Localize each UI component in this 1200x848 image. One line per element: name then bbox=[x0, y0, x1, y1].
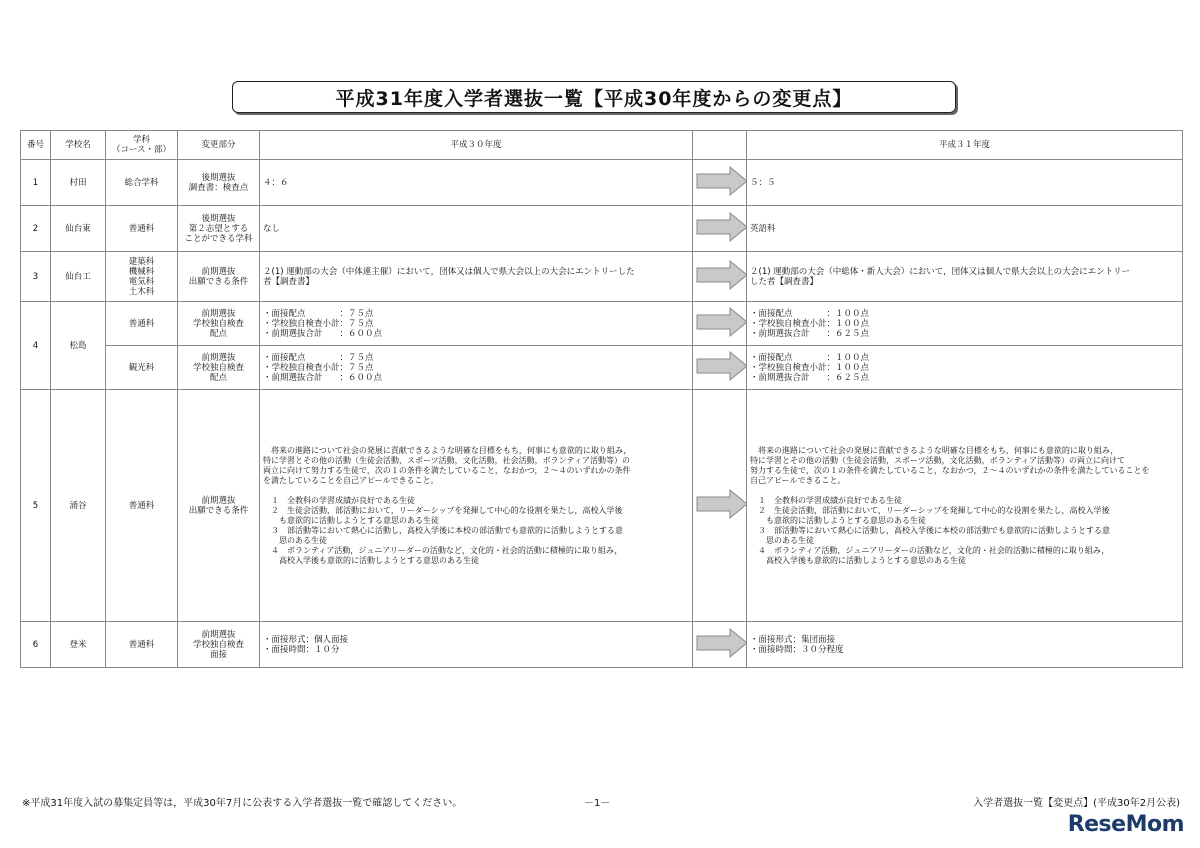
right-arrow-icon bbox=[696, 628, 747, 658]
row-after: ・面接配点 ：１００点 ・学校独自検査小計：１００点 ・前期選抜合計 ：６２５点 bbox=[747, 346, 1183, 390]
row-dept: 建築科 機械科 電気科 土木科 bbox=[106, 252, 178, 302]
row-before: 将来の進路について社会の発展に貢献できるような明確な目標をもち，何事にも意欲的に取り組み， 特に学習とその他の活動（生徒会活動，スポーツ活動，文化活動，社会活動，ボランティア活動等）の 両立に向けて努力する生徒で，次の１の条件を満たしていること，なおかつ，２～４のいずれかの条件 を満たしていることを自己アピールできること。 １ 全教科の学習成績が良好である生徒 ２ 生徒会活動，部活動において，リーダーシップを発揮して中心的な役割を果たし，高校入学後 も意欲的に活動しようとする意思のある生徒 ３ 部活動等において熱心に活動し，高校入学後に本校の部活動でも意欲的に活動しようとする意 思のある生徒 ４ ボランティア活動，ジュニアリーダーの活動など，文化的・社会的活動に積極的に取り組み， 高校入学後も意欲的に活動しようとする意思のある生徒 bbox=[260, 390, 693, 622]
table-row bbox=[21, 160, 1183, 206]
resemom-logo: ReseMom bbox=[1067, 812, 1184, 837]
row-school: 涌谷 bbox=[51, 390, 106, 622]
arrow-cell bbox=[693, 302, 747, 346]
table-row bbox=[21, 252, 1183, 302]
row-after: ・面接配点 ：１００点 ・学校独自検査小計：１００点 ・前期選抜合計 ：６２５点 bbox=[747, 302, 1183, 346]
row-school: 仙台工 bbox=[51, 252, 106, 302]
header-school: 学校名 bbox=[51, 131, 106, 160]
arrow-cell bbox=[693, 206, 747, 252]
header-before: 平成３０年度 bbox=[260, 131, 693, 160]
row-dept: 普通科 bbox=[106, 622, 178, 668]
arrow-cell bbox=[693, 252, 747, 302]
row-change: 前期選抜 学校独自検査 配点 bbox=[178, 302, 260, 346]
table-row bbox=[21, 346, 1183, 390]
row-no: 6 bbox=[21, 622, 51, 668]
table-row bbox=[21, 302, 1183, 346]
header-after: 平成３１年度 bbox=[747, 131, 1183, 160]
row-change: 前期選抜 出願できる条件 bbox=[178, 390, 260, 622]
row-school: 松島 bbox=[51, 302, 106, 390]
arrow-cell bbox=[693, 346, 747, 390]
arrow-cell bbox=[693, 160, 747, 206]
row-school: 登米 bbox=[51, 622, 106, 668]
right-arrow-icon bbox=[696, 489, 747, 519]
row-change: 前期選抜 学校独自検査 面接 bbox=[178, 622, 260, 668]
right-arrow-icon bbox=[696, 212, 747, 242]
table-header-row bbox=[21, 131, 1183, 160]
row-no: 4 bbox=[21, 302, 51, 390]
table-row bbox=[21, 390, 1183, 622]
footer-note: ※平成31年度入試の募集定員等は，平成30年7月に公表する入学者選抜一覧で確認してください。 bbox=[22, 798, 463, 809]
row-no: 5 bbox=[21, 390, 51, 622]
row-after: ５：５ bbox=[747, 160, 1183, 206]
row-before: ２(1) 運動部の大会（中体連主催）において，団体又は個人で県大会以上の大会にエントリーした 者【調査書】 bbox=[260, 252, 693, 302]
header-change: 変更部分 bbox=[178, 131, 260, 160]
row-after: ２(1) 運動部の大会（中総体・新人大会）において，団体又は個人で県大会以上の大会にエントリー した者【調査書】 bbox=[747, 252, 1183, 302]
header-arrow-spacer bbox=[693, 131, 747, 160]
row-no: 3 bbox=[21, 252, 51, 302]
arrow-cell bbox=[693, 390, 747, 622]
changes-table bbox=[20, 130, 1183, 668]
row-no: 2 bbox=[21, 206, 51, 252]
row-before: なし bbox=[260, 206, 693, 252]
header-no: 番号 bbox=[21, 131, 51, 160]
row-dept: 総合学科 bbox=[106, 160, 178, 206]
row-before: ・面接配点 ：７５点 ・学校独自検査小計：７５点 ・前期選抜合計 ：６００点 bbox=[260, 302, 693, 346]
page-title: 平成31年度入学者選抜一覧【平成30年度からの変更点】 bbox=[232, 81, 956, 113]
row-change: 後期選抜 第２志望とする ことができる学科 bbox=[178, 206, 260, 252]
row-before: ４：６ bbox=[260, 160, 693, 206]
arrow-cell bbox=[693, 622, 747, 668]
row-school: 仙台東 bbox=[51, 206, 106, 252]
row-after: 英語科 bbox=[747, 206, 1183, 252]
right-arrow-icon bbox=[696, 260, 747, 290]
row-dept: 普通科 bbox=[106, 206, 178, 252]
row-change: 前期選抜 出願できる条件 bbox=[178, 252, 260, 302]
row-dept: 普通科 bbox=[106, 390, 178, 622]
row-change: 前期選抜 学校独自検査 配点 bbox=[178, 346, 260, 390]
row-after: ・面接形式：集団面接 ・面接時間：３０分程度 bbox=[747, 622, 1183, 668]
right-arrow-icon bbox=[696, 307, 747, 337]
right-arrow-icon bbox=[696, 166, 747, 196]
row-before: ・面接配点 ：７５点 ・学校独自検査小計：７５点 ・前期選抜合計 ：６００点 bbox=[260, 346, 693, 390]
header-dept: 学科 （コース・部） bbox=[106, 131, 178, 160]
row-after: 将来の進路について社会の発展に貢献できるような明確な目標をもち，何事にも意欲的に取り組み， 特に学習とその他の活動（生徒会活動，スポーツ活動，文化活動，ボランティア活動等）の両立に向けて 努力する生徒で，次の１の条件を満たしていること，なおかつ，２～４のいずれかの条件を満たしていることを 自己アピールできること。 １ 全教科の学習成績が良好である生徒 ２ 生徒会活動，部活動において，リーダーシップを発揮して中心的な役割を果たし，高校入学後 も意欲的に活動しようとする意思のある生徒 ３ 部活動等において熱心に活動し，高校入学後に本校の部活動でも意欲的に活動しようとする意 思のある生徒 ４ ボランティア活動，ジュニアリーダーの活動など，文化的・社会的活動に積極的に取り組み， 高校入学後も意欲的に活動しようとする意思のある生徒 bbox=[747, 390, 1183, 622]
right-arrow-icon bbox=[696, 351, 747, 381]
footer-document-label: 入学者選抜一覧【変更点】(平成30年2月公表) bbox=[973, 798, 1180, 809]
footer-page-number: －1－ bbox=[584, 798, 611, 809]
table-row bbox=[21, 206, 1183, 252]
row-before: ・面接形式：個人面接 ・面接時間：１０分 bbox=[260, 622, 693, 668]
row-school: 村田 bbox=[51, 160, 106, 206]
row-dept: 普通科 bbox=[106, 302, 178, 346]
row-no: 1 bbox=[21, 160, 51, 206]
row-dept: 観光科 bbox=[106, 346, 178, 390]
table-row bbox=[21, 622, 1183, 668]
row-change: 後期選抜 調査書：検査点 bbox=[178, 160, 260, 206]
